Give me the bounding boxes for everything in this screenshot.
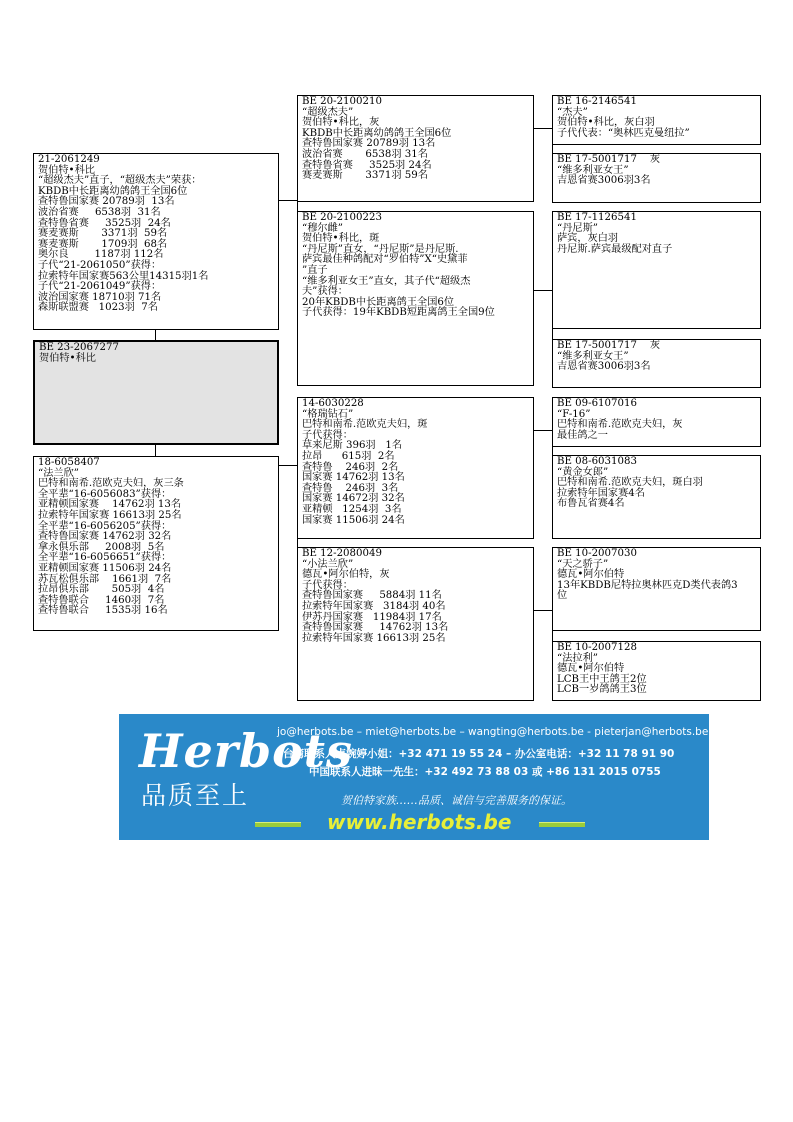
card-line: “维多利亚女王” (557, 350, 629, 362)
card-line: 拉索特年国家赛563公里14315羽1名 (38, 270, 209, 282)
sire-sire-sire-card (552, 95, 761, 145)
connector-sire-ss (278, 200, 298, 201)
card-line: “格瑞钻石” (302, 408, 354, 420)
card-line: 巴特和南希.范欧克夫妇，灰三条 (38, 478, 184, 490)
card-line: 贺伯特•科比 (38, 164, 95, 176)
card-line: 拉索特年国家赛 16613羽 25名 (38, 509, 182, 521)
card-line: 最佳鸽之一 (557, 429, 608, 441)
card-line: “黄金女郎” (557, 466, 609, 478)
dam-sire-dam-card (552, 455, 761, 539)
card-line: 贺伯特•科比 (39, 352, 96, 364)
card-line: 吉恩省赛3006羽3名 (557, 361, 651, 373)
card-line: “丹尼斯” (557, 222, 598, 234)
card-line: 子代“21-2061049”获得： (38, 281, 162, 293)
dam-dam-sire-card (552, 547, 761, 631)
sire-card (33, 153, 279, 330)
ring-number: BE 16-2146541 (557, 96, 637, 107)
card-line: 亚精顿国家赛 14762羽 13名 (38, 499, 182, 511)
card-line: KBDB中长距离幼鸽鸽王全国6位 (38, 185, 188, 197)
card-line: 德瓦•阿尔伯特 (557, 663, 625, 675)
card-line: 国家赛 11506羽 24名 (302, 514, 405, 526)
card-line: 丹尼斯.萨宾最级配对直子 (557, 243, 673, 255)
card-line: 查特鲁国家赛 14762羽 32名 (38, 531, 172, 543)
card-line: 拉索特年国家赛4名 (557, 487, 645, 499)
card-line: 国家赛 14672羽 32名 (302, 493, 405, 505)
banner-accent-bar-left (255, 822, 301, 827)
sire-sire-card (297, 95, 534, 202)
card-line: 全平辈“16-6056083”获得： (38, 488, 172, 500)
card-line: “天之骄子” (557, 558, 609, 570)
connector-ss-sss (533, 128, 553, 129)
connector-sd-sds (533, 290, 553, 291)
card-line: 拉昂俱乐部 505羽 4名 (38, 584, 165, 596)
card-line: 萨宾最佳种鸽配对“罗伯特”X“史黛菲 (302, 254, 468, 266)
card-line: “法拉利” (557, 652, 598, 664)
card-line: 查特鲁联合 1460羽 7名 (38, 594, 165, 606)
card-line: 20年KBDB中长距离鸽王全国6位 (302, 296, 455, 308)
card-line: 查特鲁国家赛 14762羽 13名 (302, 622, 449, 634)
subject-pigeon-card (33, 340, 279, 445)
sire-sire-dam-card (552, 153, 761, 203)
card-line: 子代“21-2061050”获得： (38, 259, 162, 271)
card-line: 波治省赛 6538羽 31名 (302, 148, 428, 160)
card-line: “维多利亚女王” (557, 164, 629, 176)
card-line: 吉恩省赛3006羽3名 (557, 175, 651, 187)
card-line: 森斯联盟赛 1023羽 7名 (38, 302, 158, 314)
sire-dam-dam-card (552, 339, 761, 388)
card-line: “F-16” (557, 408, 591, 420)
card-line: 德瓦•阿尔伯特 (557, 569, 625, 581)
ring-number: BE 12-2080049 (302, 548, 382, 559)
card-line: 位 (557, 590, 568, 602)
ring-number: BE 17-5001717 灰 (557, 154, 661, 165)
dam-dam-dam-card (552, 641, 761, 701)
card-line: 拿永俱乐部 2008羽 5名 (38, 541, 165, 553)
card-line: “超级杰夫”直子，“超级杰夫”荣获： (38, 175, 202, 187)
card-line: 巴特和南希.范欧克夫妇，灰 (557, 419, 683, 431)
card-line: 赛麦赛斯 1709羽 68名 (38, 238, 168, 250)
card-line: 子代获得： (302, 429, 353, 441)
card-line: 贺伯特•科比，灰白羽 (557, 117, 655, 129)
card-line: 萨宾，灰白羽 (557, 233, 619, 245)
card-line: 苏瓦松俱乐部 1661羽 7名 (38, 573, 172, 585)
ring-number: BE 17-5001717 灰 (557, 340, 661, 351)
ring-number: BE 17-1126541 (557, 212, 637, 223)
card-line: LCB一岁鸽鸽王3位 (557, 684, 647, 696)
card-line: 子代获得：19年KBDB短距离鸽王全国9位 (302, 307, 495, 319)
card-line: 子代代表：“奥林匹克曼纽拉” (557, 127, 690, 139)
card-line: 拉索特年国家赛 16613羽 25名 (302, 632, 446, 644)
card-line: 全平辈“16-6056651”获得： (38, 552, 172, 564)
herbots-logo: Herbots (139, 724, 353, 778)
card-line: 波治国家赛 18710羽 71名 (38, 291, 162, 303)
card-line: 查特鲁国家赛 5884羽 11名 (302, 590, 442, 602)
ring-number: BE 08-6031083 (557, 456, 637, 467)
card-line: “杰夫” (557, 106, 588, 118)
sire-dam-card (297, 211, 534, 386)
banner-taiwan-contact: 台湾联系人卢婉婷小姐：+32 471 19 55 24 – 办公室电话：+32 11 78 91 90 (283, 748, 675, 760)
ring-number: BE 09-6107016 (557, 398, 637, 409)
card-line: “穆尔雌” (302, 222, 343, 234)
card-line: 德瓦•阿尔伯特，灰 (302, 569, 390, 581)
dam-sire-card (297, 397, 534, 539)
card-line: ”直子 (302, 264, 328, 276)
card-line: 亚精顿 1254羽 3名 (302, 503, 402, 515)
sire-dam-sire-card (552, 211, 761, 329)
card-line: 夫”获得： (302, 286, 348, 298)
card-line: 拉昂 615羽 2名 (302, 450, 395, 462)
card-line: 布鲁瓦省赛4名 (557, 498, 625, 510)
card-line: 查特鲁国家赛 20789羽 13名 (38, 196, 175, 208)
herbots-banner (119, 714, 709, 840)
card-line: 巴特和南希.范欧克夫妇，斑 (302, 419, 428, 431)
card-line: 查特鲁 246羽 3名 (302, 482, 399, 494)
card-line: 草来尼斯 396羽 1名 (302, 440, 403, 452)
card-line: 亚精顿国家赛 11506羽 24名 (38, 562, 172, 574)
card-line: 巴特和南希.范欧克夫妇，斑白羽 (557, 477, 703, 489)
banner-emails[interactable]: jo@herbots.be – miet@herbots.be – wangting@herbots.be - pieterjan@herbots.be (277, 726, 709, 738)
ring-number: BE 20-2100210 (302, 96, 382, 107)
card-line: 查特鲁联合 1535羽 16名 (38, 605, 168, 617)
connector-dam-ds (278, 465, 298, 466)
ring-number: BE 10-2007128 (557, 642, 637, 653)
connector-ds-dss (533, 430, 553, 431)
ring-number: 14-6030228 (302, 398, 364, 409)
card-line: “维多利亚女王”直女，其子代“超级杰 (302, 275, 471, 287)
card-line: 赛麦赛斯 3371羽 59名 (302, 170, 428, 182)
ring-number: BE 20-2100223 (302, 212, 382, 223)
card-line: KBDB中长距离幼鸽鸽王全国6位 (302, 127, 452, 139)
card-line: 波治省赛 6538羽 31名 (38, 206, 161, 218)
card-line: 伊苏丹国家赛 11984羽 17名 (302, 611, 442, 623)
card-line: “丹尼斯”直女，“丹尼斯”是丹尼斯. (302, 243, 459, 255)
card-line: 拉索特年国家赛 3184羽 40名 (302, 600, 446, 612)
card-line: “小法兰欣” (302, 558, 354, 570)
connector-dd-dds (533, 610, 553, 611)
ring-number: BE 23-2067277 (39, 342, 119, 353)
card-line: 赛麦赛斯 3371羽 59名 (38, 228, 168, 240)
card-line: “超级杰夫” (302, 106, 354, 118)
card-line: 子代获得： (302, 579, 353, 591)
card-line: 贺伯特•科比，斑 (302, 233, 380, 245)
banner-slogan: 品质至上 (141, 781, 250, 810)
dam-sire-sire-card (552, 397, 761, 447)
dam-card (33, 456, 279, 631)
card-line: 查特鲁省赛 3525羽 24名 (302, 159, 432, 171)
banner-accent-bar-right (539, 822, 585, 827)
ring-number: 18-6058407 (38, 457, 100, 468)
card-line: “法兰欣” (38, 467, 79, 479)
card-line: 全平辈“16-6056205”获得： (38, 520, 172, 532)
ring-number: BE 10-2007030 (557, 548, 637, 559)
card-line: 查特鲁 246羽 2名 (302, 461, 399, 473)
banner-tagline: 贺伯特家族……品质、诚信与完善服务的保证。 (341, 794, 572, 807)
ring-number: 21-2061249 (38, 154, 100, 165)
card-line: 贺伯特•科比，灰 (302, 117, 380, 129)
card-line: LCB王中王鸽王2位 (557, 673, 647, 685)
dam-dam-card (297, 547, 534, 701)
card-line: 国家赛 14762羽 13名 (302, 472, 405, 484)
card-line: 查特鲁省赛 3525羽 24名 (38, 217, 171, 229)
banner-website-link[interactable]: www.herbots.be (327, 810, 512, 834)
card-line: 查特鲁国家赛 20789羽 13名 (302, 138, 436, 150)
card-line: 13年KBDB尼特拉奥林匹克D类代表鸽3 (557, 579, 738, 591)
banner-china-contact: 中国联系人进昧一先生：+32 492 73 88 03 或 +86 131 2015 0755 (309, 766, 661, 778)
card-line: 奥尔良 1187羽 112名 (38, 249, 164, 261)
